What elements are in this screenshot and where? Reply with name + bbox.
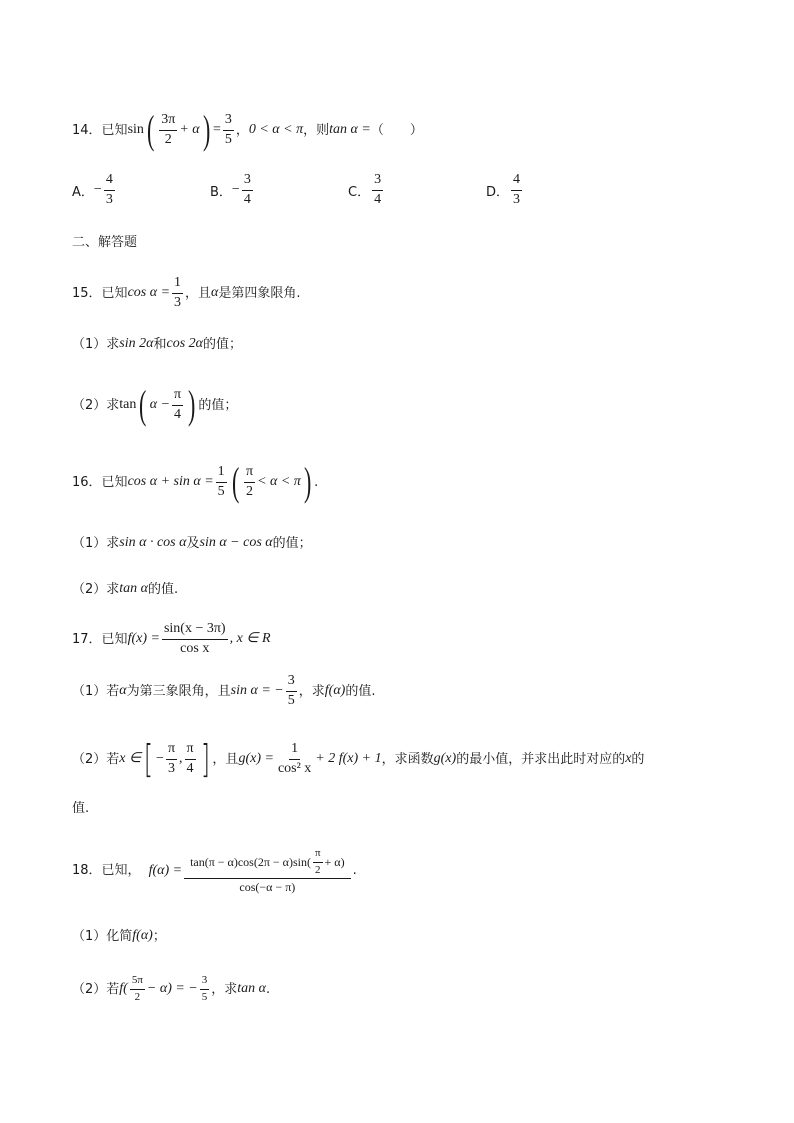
question-text: 已知 <box>101 474 128 490</box>
right-paren: ) <box>188 382 196 427</box>
question-17-part-1 <box>72 674 375 708</box>
question-number: 14． <box>72 122 102 138</box>
question-text: ，求 <box>211 981 238 997</box>
question-text: 的值. <box>345 683 376 699</box>
question-18-part-1 <box>72 929 166 943</box>
math-term: + 2 f(x) + 1 <box>315 751 382 766</box>
part-label: （1）化简 <box>72 928 133 944</box>
period: . <box>352 863 357 879</box>
period: . <box>314 474 319 490</box>
fraction: $\frac{1}{3}$ <box>174 275 182 310</box>
fraction: $\frac{3\pi}{2}$ <box>161 111 176 147</box>
option-b <box>210 173 255 207</box>
option-label: C． <box>348 184 371 200</box>
question-15 <box>72 276 301 310</box>
question-16 <box>72 459 319 504</box>
math-tan: tan α <box>237 981 267 997</box>
question-text: 已知 <box>101 631 128 647</box>
question-text: 和 <box>153 336 167 352</box>
fraction: $\frac{\pi}{4}$ <box>186 740 194 776</box>
right-paren: ) <box>303 459 312 504</box>
right-bracket: ] <box>200 737 210 781</box>
math-expr: sin α − cos α <box>199 535 273 550</box>
question-text: 的 <box>631 751 645 767</box>
math-expr: sin 2α <box>119 336 154 351</box>
question-16-part-1 <box>72 536 312 550</box>
question-15-part-2 <box>72 382 238 427</box>
question-17-part-2 <box>72 737 645 781</box>
option-label: B． <box>210 184 232 200</box>
question-number: 16． <box>72 474 102 490</box>
part-label: （2）求 <box>72 397 120 413</box>
math-f: f( <box>119 981 128 997</box>
option-sign: − <box>93 182 102 198</box>
question-number: 17． <box>72 631 102 647</box>
fraction: $\frac{3}{5}$ <box>287 673 295 708</box>
option-label: D． <box>486 184 510 200</box>
math-fx: f(x) = <box>127 631 160 647</box>
part-label: （1）求 <box>72 535 120 551</box>
minus-sign: − <box>156 751 164 766</box>
left-paren: ( <box>139 382 147 427</box>
math-condition: 0 < α < π <box>248 122 304 137</box>
question-17-part-2-continued: 值. <box>72 801 90 816</box>
question-text: 的最小值，并求出此时对应的 <box>456 751 626 767</box>
comma: ， <box>235 122 249 138</box>
math-term: α − <box>149 397 171 412</box>
option-label: A． <box>72 184 94 200</box>
fraction: $\frac{\sin(x - 3\pi)}{\text{cos x}}$ <box>163 621 226 656</box>
question-text: 的值. <box>148 581 179 597</box>
math-term: − α) = − <box>146 981 198 997</box>
math-fa: f(α) = <box>148 862 183 878</box>
math-alpha: α <box>211 285 219 301</box>
fraction: $\frac{4}{3}$ <box>105 172 113 207</box>
question-number: 18． <box>72 863 102 879</box>
fraction: $\frac{5\pi}{2}$ <box>131 974 143 1003</box>
fraction: $\frac{\pi}{2}$ <box>314 847 321 876</box>
part-label: （1）求 <box>72 336 120 352</box>
fraction: $\frac{\pi}{2}$ <box>245 463 254 499</box>
math-eq: = <box>212 122 221 137</box>
math-x: x <box>625 751 632 766</box>
math-g: g(x) <box>433 751 457 766</box>
math-alpha: α <box>119 683 127 699</box>
fraction: $\frac{3}{5}$ <box>224 111 232 147</box>
fraction: $\frac{3}{4}$ <box>374 172 382 207</box>
fraction: tan(π − α)cos(2π − α)sin( $\frac{\pi}{2}$ + α) cos(−α − π) <box>184 848 351 894</box>
question-text: 及 <box>186 535 200 551</box>
math-condition: < α < π <box>257 474 301 489</box>
math-tan: tan <box>119 397 137 412</box>
period: . <box>266 981 271 997</box>
question-text: 已知 <box>101 122 128 138</box>
math-expr: sin α · cos α <box>119 535 187 550</box>
fraction: $\frac{\pi}{3}$ <box>167 740 176 776</box>
question-text: 的值； <box>203 336 243 352</box>
question-text: ，且 <box>185 285 212 301</box>
fraction: $\frac{3}{4}$ <box>243 172 251 207</box>
question-number: 15． <box>72 285 102 301</box>
math-sin: sin <box>127 122 144 137</box>
question-text: ，则 <box>303 122 330 138</box>
option-d <box>486 173 524 207</box>
question-15-part-1 <box>72 337 242 351</box>
math-term: + α <box>179 122 200 137</box>
question-text: 是第四象限角. <box>218 285 301 301</box>
question-16-part-2 <box>72 582 178 596</box>
math-x-in: x ∈ <box>119 751 142 766</box>
question-18 <box>72 848 357 894</box>
math-f: f(α) <box>132 928 153 943</box>
math-cos: cos α = <box>127 285 171 301</box>
math-g: g(x) = <box>238 751 274 766</box>
part-label: （2）若 <box>72 751 120 767</box>
option-sign: − <box>231 182 240 198</box>
fraction: $\frac{\pi}{4}$ <box>174 386 182 422</box>
fraction: $\frac{4}{3}$ <box>513 172 521 207</box>
math-expr: cos α + sin α = <box>127 474 214 489</box>
math-expr: cos 2α <box>166 336 203 351</box>
question-text: 已知 <box>101 285 128 301</box>
left-paren: ( <box>231 459 239 504</box>
question-text: 的值； <box>198 397 238 413</box>
left-paren: ( <box>146 107 155 152</box>
question-18-part-2 <box>72 975 270 1003</box>
question-17 <box>72 622 271 656</box>
fraction: $\frac{1}{5}$ <box>217 463 225 499</box>
math-sin: sin α = − <box>230 683 284 699</box>
math-f: f(α) <box>324 683 346 699</box>
question-14 <box>72 107 423 152</box>
question-text: 为第三象限角，且 <box>126 683 231 699</box>
option-a <box>72 173 117 207</box>
section-heading: 二、解答题 <box>72 235 138 250</box>
answer-blank: （ ） <box>370 122 423 138</box>
part-label: （1）若 <box>72 683 120 699</box>
question-text: ，求 <box>298 683 325 699</box>
left-bracket: [ <box>144 737 154 781</box>
question-text: 已知， <box>101 863 141 879</box>
math-expr: tan α <box>119 581 149 596</box>
option-c <box>348 173 385 207</box>
question-text: ，且 <box>212 751 239 767</box>
math-tan: tan α = <box>329 122 371 137</box>
math-domain: , x ∈ R <box>229 631 271 647</box>
fraction: $\frac{3}{5}$ <box>201 974 208 1003</box>
part-label: （2）求 <box>72 581 120 597</box>
question-text: ，求函数 <box>381 751 434 767</box>
question-text: 的值； <box>272 535 312 551</box>
fraction: $\frac{1}{\text{cos² x}}$ <box>277 740 312 776</box>
right-paren: ) <box>202 107 210 152</box>
comma: , <box>179 751 183 766</box>
question-text: ； <box>152 928 166 944</box>
part-label: （2）若 <box>72 981 120 997</box>
